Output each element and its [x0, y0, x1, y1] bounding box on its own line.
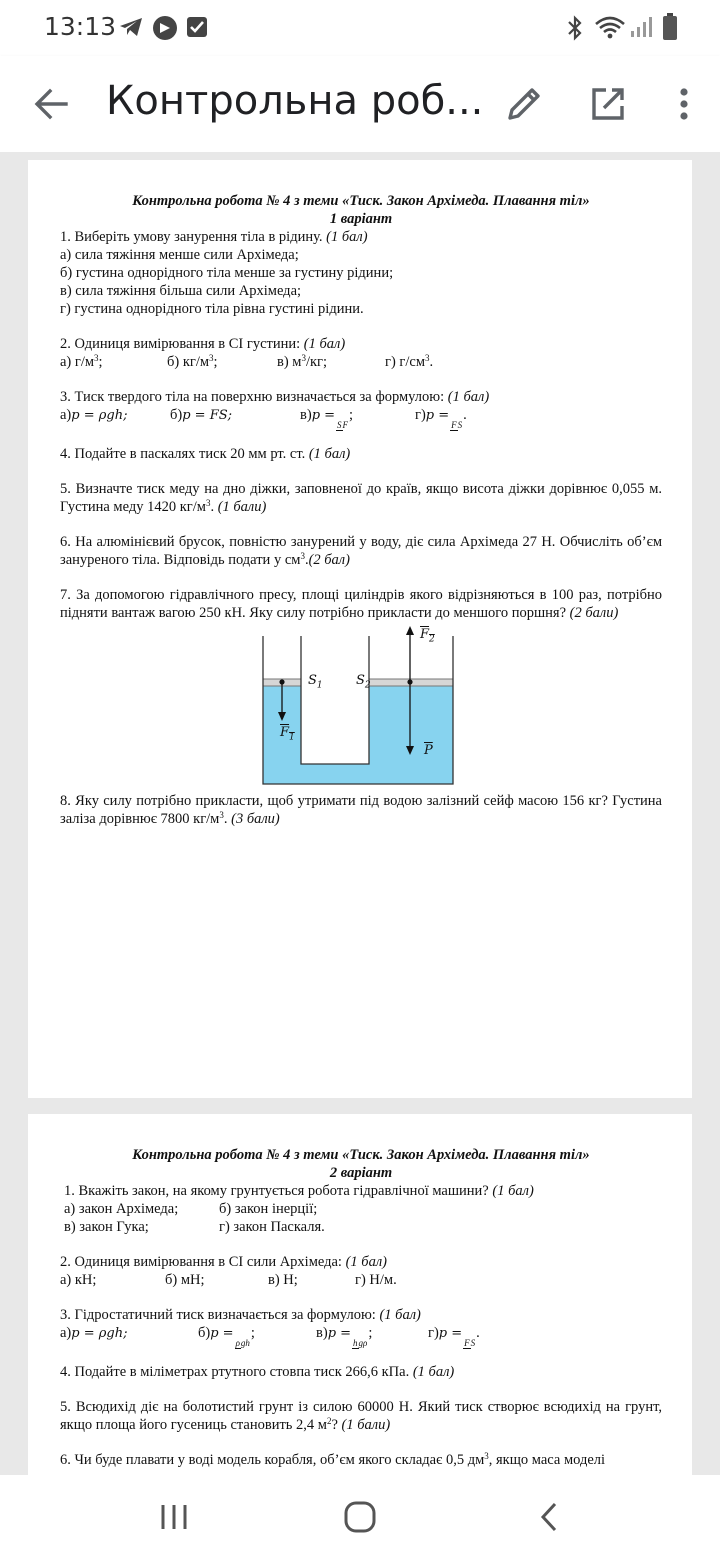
- answer-option: б)p =ρgh;: [198, 1325, 255, 1348]
- answer-option: б) $кг/м^3$;: [167, 353, 218, 370]
- answer-option: а)p = ρgh;: [60, 407, 128, 423]
- question-6: 6. На алюмінієвий брусок, повністю занурений у воду, діє сила Архімеда 27 Н. Обчисліть об’єм зануреного тіла. Відповідь подати у $см^3.(2$ бал): [60, 534, 662, 568]
- answer-option: а) сила тяжіння менше сили Архімеда;: [60, 247, 299, 263]
- hydraulic-press-figure: [60, 622, 662, 792]
- status-time: 13:13: [44, 12, 117, 41]
- answer-options-row: [60, 406, 662, 428]
- answer-option: в) $м^3/кг$;: [277, 353, 328, 370]
- edit-pencil-icon[interactable]: [500, 80, 548, 128]
- app-bar: [0, 56, 720, 152]
- answer-option: а) кН;: [60, 1272, 97, 1288]
- answer-option: г) густина однорідного тіла рівна густині рідини.: [60, 301, 364, 317]
- status-bar: [0, 0, 720, 56]
- document-page-2: [28, 1114, 692, 1475]
- hydraulic-press-diagram: [262, 624, 458, 790]
- label-s2: $S_2$: [356, 673, 371, 691]
- question-3: 3. Гідростатичний тиск визначається за формулою: (1 бал): [60, 1307, 421, 1323]
- back-arrow-icon[interactable]: [28, 80, 76, 128]
- question-1: 1. Вкажіть закон, на якому грунтується робота гідравлічної машини? (1 бал): [64, 1183, 534, 1199]
- answer-option: в) закон Гука;: [64, 1219, 149, 1235]
- more-options-icon[interactable]: [660, 80, 708, 128]
- variant-label: 1 варіант: [329, 211, 393, 227]
- question-4: 4. Подайте в паскалях тиск 20 мм рт. ст. (1 бал): [60, 446, 351, 462]
- page-title: Контрольна робота № 4 з теми «Тиск. Закон Архімеда. Плавання тіл»: [132, 193, 590, 209]
- document-page-1: [28, 160, 692, 1098]
- answer-options-row: [60, 1218, 662, 1236]
- question-4: 4. Подайте в міліметрах ртутного стовпа тиск 266,6 кПа. (1 бал): [60, 1364, 455, 1380]
- answer-option: б) густина однорідного тіла менше за густину рідини;: [60, 265, 394, 281]
- answer-option: г)p =FS.: [415, 407, 467, 430]
- question-1: 1. Виберіть умову занурення тіла в рідину. (1 бал): [60, 229, 368, 245]
- question-2: 2. Одиниця вимірювання в СІ сили Архімеда: (1 бал): [60, 1254, 387, 1270]
- answer-option: г) $г/см^3$.: [385, 353, 434, 370]
- telegram-icon: [118, 16, 144, 38]
- answer-option: а) закон Архімеда;: [64, 1201, 179, 1217]
- page-2-content: [60, 1146, 662, 1469]
- label-f1: $F_1$: [280, 725, 295, 743]
- battery-icon: [662, 13, 678, 41]
- question-5: 5. Всюдихід діє на болотистий грунт із силою 60000 Н. Який тиск створює всюдихід на грунт, якщо площа його гусениць становить 2,4 $м^2$? (1 бали): [60, 1399, 662, 1433]
- answer-option: в)p =hgρ;: [316, 1325, 373, 1348]
- question-2: 2. Одиниця вимірювання в СІ густини: (1 бал): [60, 336, 346, 352]
- recent-apps-icon[interactable]: [152, 1497, 196, 1537]
- home-icon[interactable]: [338, 1497, 382, 1537]
- answer-option: а) $г/м^3$;: [60, 353, 103, 370]
- signal-icon: [630, 16, 652, 38]
- answer-options-row: [60, 1271, 662, 1289]
- answer-options-row: [60, 1324, 662, 1346]
- document-title: Контрольна роб...: [106, 78, 484, 124]
- answer-option: г)p =FS.: [428, 1325, 480, 1348]
- answer-option: а)p = ρgh;: [60, 1325, 128, 1341]
- page-1-content: [60, 192, 662, 828]
- answer-options-row: [60, 1200, 662, 1218]
- label-f2: $F_2$: [420, 627, 435, 645]
- question-5: 5. Визначте тиск меду на дно діжки, заповненої до країв, якщо висота діжки дорівнює 0,055 м. Густина меду 1420 $кг/м^3$. (1 бали): [60, 481, 662, 515]
- answer-option: б) закон інерції;: [219, 1201, 318, 1217]
- question-6: 6. Чи буде плавати у воді модель корабля, об’єм якого складає 0,5 $дм^3$, якщо маса моделі: [60, 1451, 606, 1468]
- check-notification-icon: [186, 16, 208, 38]
- question-8: 8. Яку силу потрібно прикласти, щоб утримати під водою залізний сейф масою 156 кг? Густина заліза дорівнює 7800 $кг/м^3$. (3 бали): [60, 793, 662, 827]
- open-external-icon[interactable]: [584, 80, 632, 128]
- wifi-icon: [594, 15, 626, 41]
- answer-option: в) Н;: [268, 1272, 298, 1288]
- answer-option: г) закон Паскаля.: [219, 1219, 325, 1235]
- answer-option: б)p = FS;: [170, 407, 233, 423]
- answer-option: в)p =SF;: [300, 407, 354, 430]
- question-7: 7. За допомогою гідравлічного пресу, площі циліндрів якого відрізняються в 100 раз, потрібно підняти вантаж вагою 250 кН. Яку силу потрібно прикласти до меншого поршня? (2 бали): [60, 587, 662, 621]
- label-s1: $S_1$: [308, 673, 323, 691]
- question-3: 3. Тиск твердого тіла на поверхню визначається за формулою: (1 бал): [60, 389, 490, 405]
- document-viewer[interactable]: [0, 152, 720, 1475]
- variant-label: 2 варіант: [329, 1165, 393, 1181]
- answer-option: г) Н/м.: [355, 1272, 397, 1288]
- music-app-icon: [152, 15, 178, 41]
- bluetooth-icon: [566, 15, 584, 41]
- answer-option: б) мН;: [165, 1272, 205, 1288]
- answer-option: в) сила тяжіння більша сили Архімеда;: [60, 283, 302, 299]
- label-p: $\overline{P}$: [424, 743, 433, 758]
- page-title: Контрольна робота № 4 з теми «Тиск. Закон Архімеда. Плавання тіл»: [132, 1147, 590, 1163]
- navigation-bar: [0, 1475, 720, 1560]
- back-nav-icon[interactable]: [528, 1497, 572, 1537]
- answer-options-row: [60, 353, 662, 371]
